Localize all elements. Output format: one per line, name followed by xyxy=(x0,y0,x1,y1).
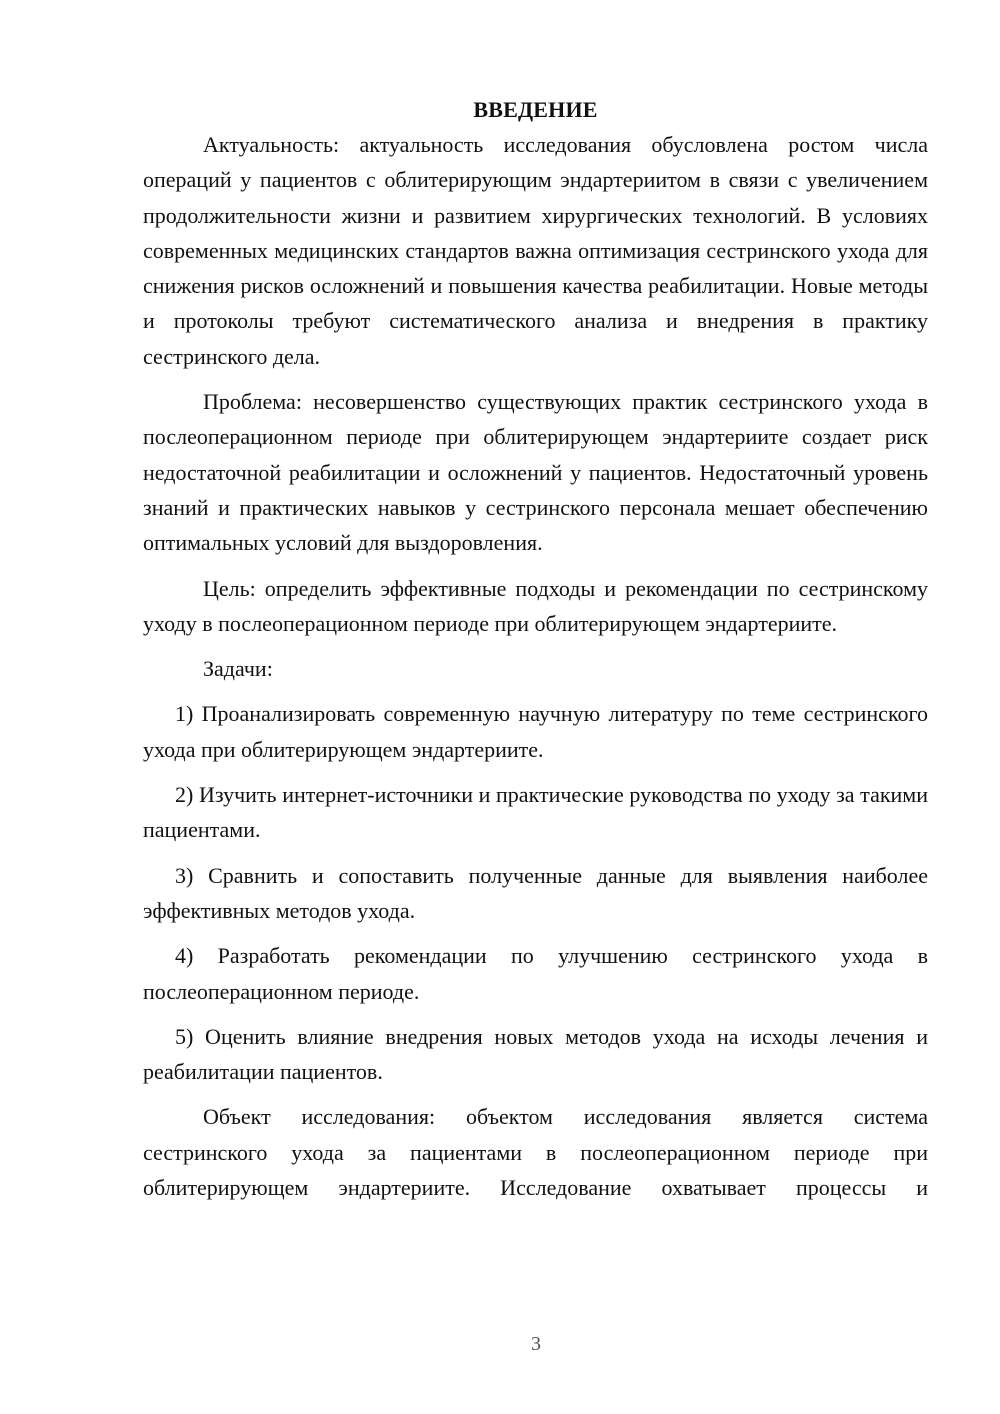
research-object-paragraph: Объект исследования: объектом исследования является система сестринского ухода за пациентами в послеоперационном периоде при облитерирующем эндартериите. Исследование охватывает процессы и xyxy=(143,1104,928,1201)
task-item-1: 1) Проанализировать современную научную литературу по теме сестринского ухода при облитерирующем эндартериите. xyxy=(143,701,928,762)
goal-paragraph: Цель: определить эффективные подходы и рекомендации по сестринскому уходу в послеоперационном периоде при облитерирующем эндартериите. xyxy=(143,575,928,636)
document-page xyxy=(143,92,928,1215)
task-item-5: 5) Оценить влияние внедрения новых методов ухода на исходы лечения и реабилитации пациентов. xyxy=(143,1023,928,1085)
relevance-paragraph: Актуальность: актуальность исследования обусловлена ростом числа операций у пациентов с облитерирующим эндартериитом в связи с увеличением продолжительности жизни и развитием хирургических технологий. В условиях современных медицинских стандартов важна оптимизация сестринского ухода для снижения рисков осложнений и повышения качества реабилитации. Новые методы и протоколы требуют систематического анализа и внедрения в практику сестринского дела. xyxy=(143,132,928,369)
task-item-3: 3) Сравнить и сопоставить полученные данные для выявления наиболее эффективных методов ухода. xyxy=(143,862,928,923)
page-number: 3 xyxy=(531,1333,541,1355)
tasks-label: Задачи: xyxy=(203,656,273,682)
task-item-2: 2) Изучить интернет-источники и практические руководства по уходу за такими пациентами. xyxy=(143,782,928,843)
task-item-4: 4) Разработать рекомендации по улучшению сестринского ухода в послеоперационном периоде. xyxy=(143,943,928,1004)
problem-paragraph: Проблема: несовершенство существующих практик сестринского ухода в послеоперационном периоде при облитерирующем эндартериите создает риск недостаточной реабилитации и осложнений у пациентов. Недостаточный уровень знаний и практических навыков у сестринского персонала мешает обеспечению оптимальных условий для выздоровления. xyxy=(143,389,928,556)
section-heading: ВВЕДЕНИЕ xyxy=(473,97,598,122)
